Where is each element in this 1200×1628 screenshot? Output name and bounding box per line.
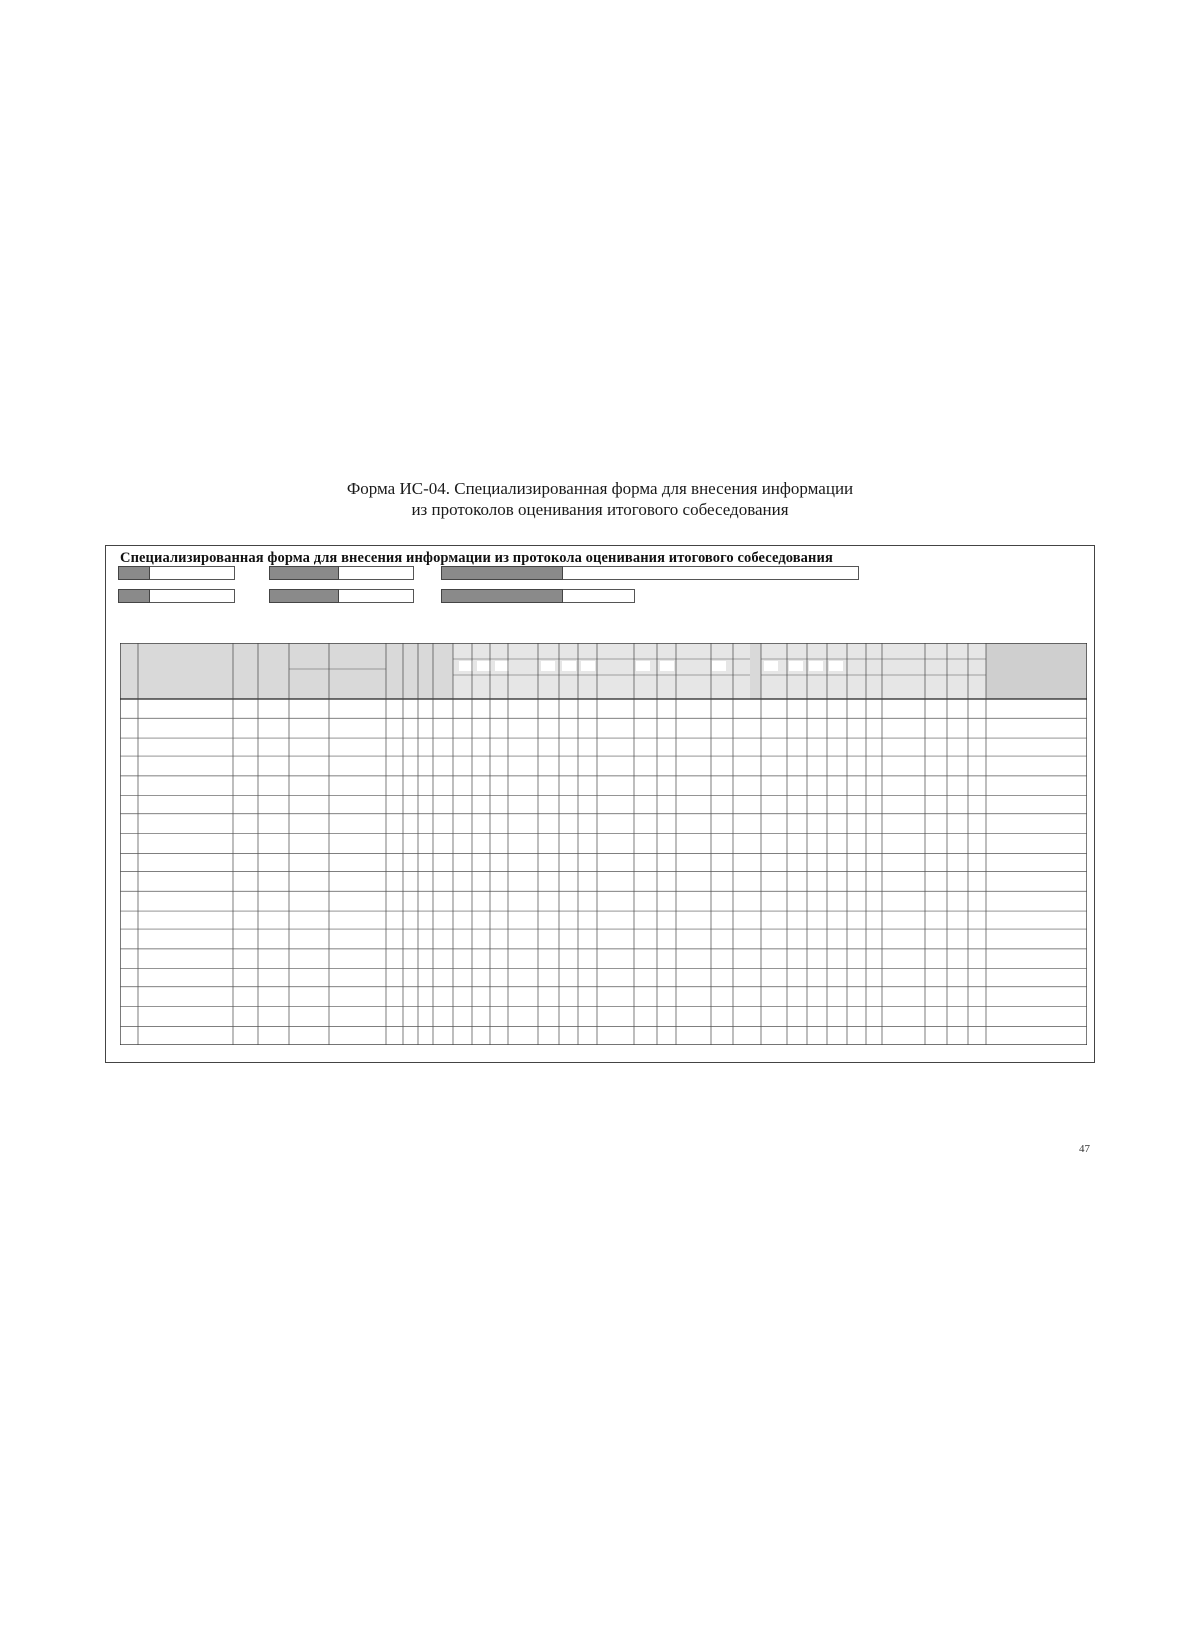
field-region-input[interactable]	[150, 566, 235, 580]
field-code-oo-label	[118, 589, 150, 603]
header-digit-box	[712, 661, 726, 671]
document-caption	[0, 478, 1200, 520]
field-date-input[interactable]	[563, 589, 635, 603]
field-code-msu[interactable]	[269, 589, 414, 603]
field-region-label	[118, 566, 150, 580]
caption-line-2: из протоколов оценивания итогового собеседования	[411, 500, 789, 519]
page-number: 47	[1079, 1143, 1090, 1155]
field-code-msu-label	[269, 589, 339, 603]
field-organization-input[interactable]	[563, 566, 859, 580]
field-region[interactable]	[118, 566, 235, 580]
header-digit-box	[809, 661, 823, 671]
field-date[interactable]	[441, 589, 635, 603]
header-digit-box	[581, 661, 595, 671]
header-digit-box	[495, 661, 509, 671]
header-digit-box	[660, 661, 674, 671]
results-table-grid	[120, 643, 1087, 1045]
header-digit-box	[636, 661, 650, 671]
field-code-msu-input[interactable]	[339, 589, 414, 603]
header-digit-box	[477, 661, 491, 671]
field-code-oo-input[interactable]	[150, 589, 235, 603]
field-organization-label	[441, 566, 563, 580]
header-digit-box	[829, 661, 843, 671]
header-digit-box	[764, 661, 778, 671]
field-code-oo[interactable]	[118, 589, 235, 603]
field-expert-label	[269, 566, 339, 580]
header-digit-box	[541, 661, 555, 671]
field-expert-input[interactable]	[339, 566, 414, 580]
expert-column-header	[986, 643, 1087, 699]
form-window	[105, 545, 1095, 1063]
form-title: Специализированная форма для внесения информации из протокола оценивания итогового собеседования	[120, 550, 833, 566]
header-digit-box	[789, 661, 803, 671]
field-date-label	[441, 589, 563, 603]
results-table	[120, 643, 1087, 1045]
caption-line-1: Форма ИС-04. Специализированная форма для внесения информации	[346, 479, 854, 498]
field-expert[interactable]	[269, 566, 414, 580]
field-organization[interactable]	[441, 566, 859, 580]
header-digit-box	[562, 661, 576, 671]
header-digit-box	[459, 661, 473, 671]
